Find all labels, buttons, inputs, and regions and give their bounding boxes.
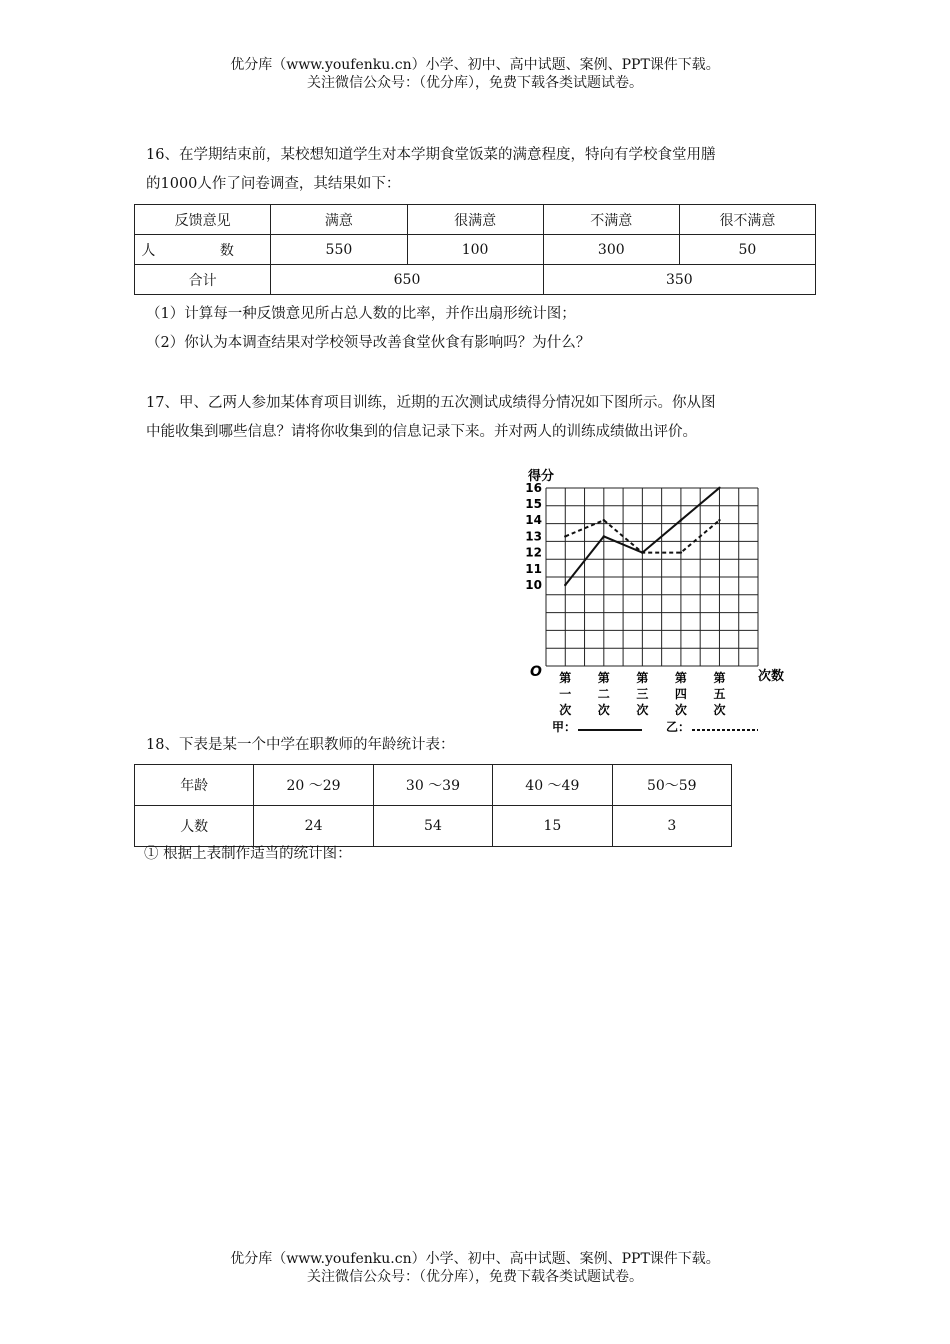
table-cell: 50 xyxy=(679,235,815,265)
q18-sub-1: ① 根据上表制作适当的统计图： xyxy=(144,846,352,862)
x-tick-label: 第二次 xyxy=(597,671,610,717)
count-label: 人 数 xyxy=(141,242,264,259)
data-point xyxy=(718,487,720,489)
table-cell: 合计 xyxy=(135,265,271,295)
y-tick-label: 10 xyxy=(525,578,542,592)
data-point xyxy=(564,535,566,537)
table-row xyxy=(135,765,732,806)
y-tick-label: 15 xyxy=(525,497,542,511)
data-point xyxy=(564,584,566,586)
table-cell: 20 ～29 xyxy=(254,765,373,806)
y-tick-label: 13 xyxy=(525,529,542,544)
table-cell: 50～59 xyxy=(612,765,731,806)
page-header xyxy=(0,56,950,92)
y-tick-label: 16 xyxy=(525,480,542,495)
table-cell: 24 xyxy=(254,806,373,847)
q16-text xyxy=(146,141,826,199)
y-axis-label: 得分 xyxy=(528,469,555,484)
x-tick-labels xyxy=(559,670,725,717)
q17-text-line-1: 17、甲、乙两人参加某体育项目训练，近期的五次测试成绩得分情况如下图所示。你从图 xyxy=(146,395,716,411)
table-row xyxy=(135,205,816,235)
table-cell: 54 xyxy=(373,806,492,847)
q16-text-line-1: 16、在学期结束前，某校想知道学生对本学期食堂饭菜的满意程度，特向有学校食堂用膳 xyxy=(146,147,716,163)
table-cell: 年龄 xyxy=(135,765,254,806)
x-axis-label: 次数 xyxy=(758,669,785,684)
data-point xyxy=(718,519,720,521)
table-cell: 3 xyxy=(612,806,731,847)
table-cell: 30 ～39 xyxy=(373,765,492,806)
q18-text: 18、下表是某一个中学在职教师的年龄统计表： xyxy=(146,737,455,753)
y-tick-label: 12 xyxy=(525,545,542,560)
table-cell: 反馈意见 xyxy=(135,205,271,235)
y-tick-label: 11 xyxy=(525,561,542,576)
y-tick-labels xyxy=(525,481,542,592)
table-cell: 100 xyxy=(407,235,543,265)
data-point xyxy=(603,535,605,537)
q16-sub-2: （2）你认为本调查结果对学校领导改善食堂伙食有影响吗？为什么？ xyxy=(146,335,591,351)
legend-yi-label: 乙： xyxy=(666,720,691,734)
table-cell: 350 xyxy=(543,265,815,295)
table-cell: 40 ～49 xyxy=(493,765,612,806)
data-point xyxy=(603,519,605,521)
q17-text-line-2: 中能收集到哪些信息？请将你收集到的信息记录下来。并对两人的训练成绩做出评价。 xyxy=(146,424,697,440)
table-cell: 很满意 xyxy=(407,205,543,235)
header-line-1: 优分库（www.youfenku.cn）小学、初中、高中试题、案例、PPT课件下载。 xyxy=(230,57,720,73)
data-point xyxy=(641,551,643,553)
page-footer xyxy=(0,1250,950,1286)
footer-line-2: 关注微信公众号：（优分库），免费下载各类试题试卷。 xyxy=(307,1269,643,1285)
x-tick-label: 第三次 xyxy=(636,671,649,717)
table-cell xyxy=(135,235,271,265)
header-line-2: 关注微信公众号：（优分库），免费下载各类试题试卷。 xyxy=(307,75,643,91)
score-line-chart xyxy=(520,464,800,736)
table-row xyxy=(135,265,816,295)
y-tick-label: 14 xyxy=(525,513,542,528)
q16-text-line-2: 的1000人作了问卷调查，其结果如下： xyxy=(146,176,401,192)
x-tick-label: 第四次 xyxy=(674,671,687,717)
q16-subquestions xyxy=(146,300,826,358)
footer-line-1: 优分库（www.youfenku.cn）小学、初中、高中试题、案例、PPT课件下载。 xyxy=(230,1251,720,1267)
legend-jia-label: 甲： xyxy=(552,720,577,734)
chart-grid xyxy=(546,488,758,666)
table-cell: 人数 xyxy=(135,806,254,847)
data-point xyxy=(680,519,682,521)
q16-feedback-table xyxy=(134,204,816,295)
q18-age-table xyxy=(134,764,732,847)
table-row xyxy=(135,806,732,847)
table-cell: 15 xyxy=(493,806,612,847)
table-cell: 650 xyxy=(271,265,543,295)
x-tick-label: 第一次 xyxy=(559,671,572,717)
table-cell: 不满意 xyxy=(543,205,679,235)
q16-sub-1: （1）计算每一种反馈意见所占总人数的比率，并作出扇形统计图； xyxy=(146,306,576,322)
table-row xyxy=(135,235,816,265)
table-cell: 550 xyxy=(271,235,407,265)
table-cell: 很不满意 xyxy=(679,205,815,235)
x-tick-label: 第五次 xyxy=(713,671,726,717)
origin-label: O xyxy=(530,664,542,680)
data-point xyxy=(680,551,682,553)
table-cell: 300 xyxy=(543,235,679,265)
table-cell: 满意 xyxy=(271,205,407,235)
q17-text xyxy=(146,389,826,447)
